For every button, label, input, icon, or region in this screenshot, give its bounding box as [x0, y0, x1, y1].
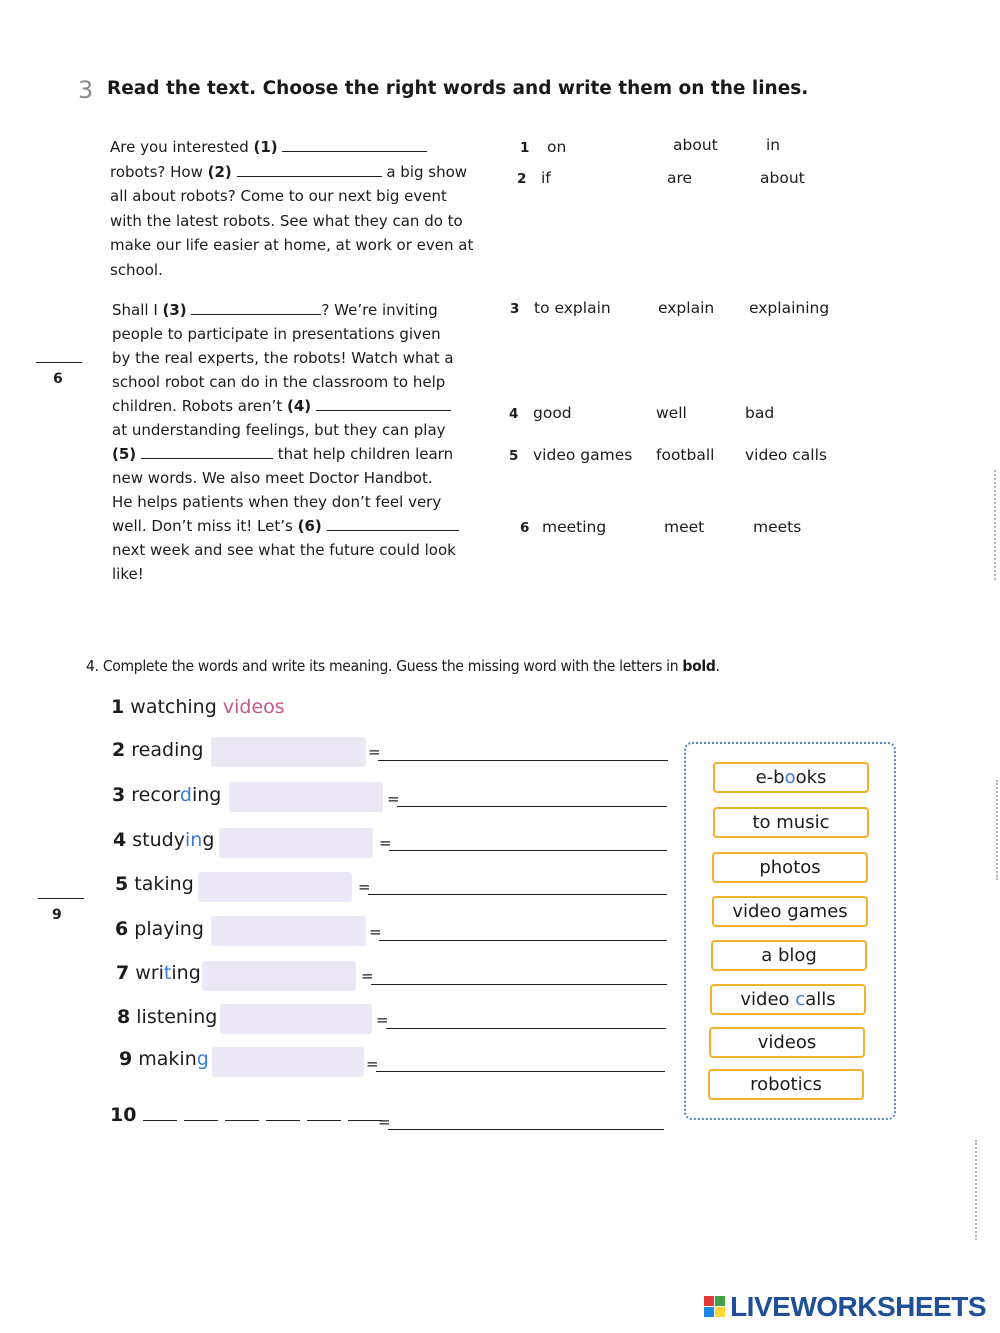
options-row-5: 5 video games football video calls: [509, 446, 827, 464]
liveworksheets-logo: LIVEWORKSHEETS: [704, 1291, 986, 1323]
exercise-3-paragraph-2: Shall I (3) ? We’re inviting people to participate in presentations given by the real experts, the robots! Watch what a school robot can do in the classroom to help children. Robots aren’t (4) at understanding feelings, but they can play (5) that help children learn new words. We also meet Doctor Handbot. He helps patients when they don’t feel very well. Don’t miss it! Let’s (6) next week and see what the future could look like!: [112, 298, 507, 586]
item-8-equals: =: [376, 1011, 389, 1029]
item-3-equals: =: [387, 790, 400, 808]
gap-1-blank[interactable]: [282, 139, 427, 152]
option-2-c[interactable]: about: [760, 169, 805, 187]
options-row-3: 3 to explain explain explaining: [510, 299, 830, 317]
word-bank-videos[interactable]: videos: [709, 1027, 865, 1058]
gap-5-blank[interactable]: [141, 446, 273, 459]
option-1-a[interactable]: on: [547, 138, 567, 156]
mystery-letter-4[interactable]: [266, 1108, 300, 1121]
item-2-equals: =: [368, 743, 381, 761]
item-4-completion-field[interactable]: [219, 828, 373, 858]
item-9-meaning-line[interactable]: [376, 1071, 665, 1072]
gap-2-blank[interactable]: [237, 164, 382, 177]
score-ex4: 9: [52, 907, 62, 923]
item-4: 4 studying: [113, 829, 215, 851]
option-5-b[interactable]: football: [656, 446, 715, 464]
example-answer: videos: [222, 696, 285, 718]
item-5-meaning-line[interactable]: [368, 894, 667, 895]
option-6-c[interactable]: meets: [753, 518, 802, 536]
item-3: 3 recording: [112, 784, 222, 806]
gap-4-blank[interactable]: [316, 398, 451, 411]
item-3-meaning-line[interactable]: [397, 806, 667, 807]
option-1-c[interactable]: in: [766, 136, 781, 154]
options-row-6: 6 meeting meet meets: [520, 518, 802, 536]
item-6-equals: =: [369, 923, 382, 941]
word-bank-photos[interactable]: photos: [712, 852, 868, 883]
item-8-completion-field[interactable]: [220, 1004, 372, 1034]
mystery-letter-2[interactable]: [184, 1108, 218, 1121]
option-3-b[interactable]: explain: [658, 299, 715, 317]
option-3-a[interactable]: to explain: [534, 299, 611, 317]
word-bank-video-calls[interactable]: video calls: [710, 984, 866, 1015]
item-8: 8 listening: [117, 1006, 218, 1028]
item-4-meaning-line[interactable]: [389, 850, 667, 851]
word-bank-robotics[interactable]: robotics: [708, 1069, 864, 1100]
option-6-b[interactable]: meet: [664, 518, 705, 536]
page-edge-dots: [994, 470, 998, 580]
option-4-c[interactable]: bad: [745, 404, 775, 422]
item-10-meaning-line[interactable]: [388, 1129, 664, 1130]
item-7: 7 writing: [116, 962, 201, 984]
item-4-equals: =: [379, 834, 392, 852]
gap-3-blank[interactable]: [191, 302, 321, 315]
option-5-c[interactable]: video calls: [745, 446, 827, 464]
item-7-meaning-line[interactable]: [371, 984, 667, 985]
item-9: 9 making: [119, 1048, 209, 1070]
gap-6-blank[interactable]: [327, 518, 459, 531]
option-4-a[interactable]: good: [533, 404, 572, 422]
item-2-completion-field[interactable]: [211, 737, 366, 767]
item-5-equals: =: [358, 878, 371, 896]
option-2-b[interactable]: are: [667, 169, 693, 187]
exercise-4-title: 4. Complete the words and write its meaning. Guess the missing word with the letters in bold.: [86, 657, 720, 675]
word-bank-to-music[interactable]: to music: [713, 807, 869, 838]
mystery-letter-6[interactable]: [348, 1108, 382, 1121]
exercise-3-number: 3: [78, 76, 94, 104]
item-9-completion-field[interactable]: [212, 1047, 364, 1077]
word-bank: [684, 742, 896, 1120]
item-8-meaning-line[interactable]: [386, 1028, 666, 1029]
option-1-b[interactable]: about: [673, 136, 718, 154]
item-5: 5 taking: [115, 873, 194, 895]
mystery-letter-3[interactable]: [225, 1108, 259, 1121]
item-2-meaning-line[interactable]: [378, 760, 668, 761]
exercise-3-title: Read the text. Choose the right words and write them on the lines.: [107, 78, 809, 99]
word-bank-video-games[interactable]: video games: [712, 896, 868, 927]
score-ex3: 6: [53, 371, 63, 387]
option-5-a[interactable]: video games: [533, 446, 633, 464]
item-10: 10: [110, 1104, 389, 1126]
item-9-equals: =: [366, 1055, 379, 1073]
liveworksheets-logo-icon: [704, 1296, 726, 1318]
word-bank-e-books[interactable]: e-books: [713, 762, 869, 793]
page-edge-dots-3: [975, 1140, 979, 1240]
item-7-equals: =: [361, 967, 374, 985]
options-row-4: 4 good well bad: [509, 404, 775, 422]
options-row-1: 1 on about in: [520, 136, 781, 156]
option-4-b[interactable]: well: [656, 404, 687, 422]
item-2: 2 reading: [112, 739, 204, 761]
item-6-meaning-line[interactable]: [379, 940, 667, 941]
option-6-a[interactable]: meeting: [542, 518, 607, 536]
score-line-ex3: [36, 362, 82, 363]
item-3-completion-field[interactable]: [229, 782, 383, 812]
item-6: 6 playing: [115, 918, 204, 940]
word-bank-a-blog[interactable]: a blog: [711, 940, 867, 971]
item-1-example: 1 watching videos: [111, 696, 285, 718]
options-row-2: 2 if are about: [517, 169, 805, 187]
item-5-completion-field[interactable]: [198, 872, 352, 902]
item-6-completion-field[interactable]: [211, 916, 366, 946]
item-10-equals: =: [378, 1113, 391, 1131]
option-2-a[interactable]: if: [541, 169, 551, 187]
exercise-3-paragraph-1: Are you interested (1) robots? How (2) a big show all about robots? Come to our next big event with the latest robots. See what they can do to make our life easier at home, at work or even at school.: [110, 138, 474, 279]
page-edge-dots-2: [996, 780, 1000, 880]
option-3-c[interactable]: explaining: [749, 299, 830, 317]
mystery-letter-5[interactable]: [307, 1108, 341, 1121]
score-line-ex4: [38, 898, 84, 899]
item-7-completion-field[interactable]: [202, 961, 356, 991]
mystery-letter-1[interactable]: [143, 1108, 177, 1121]
